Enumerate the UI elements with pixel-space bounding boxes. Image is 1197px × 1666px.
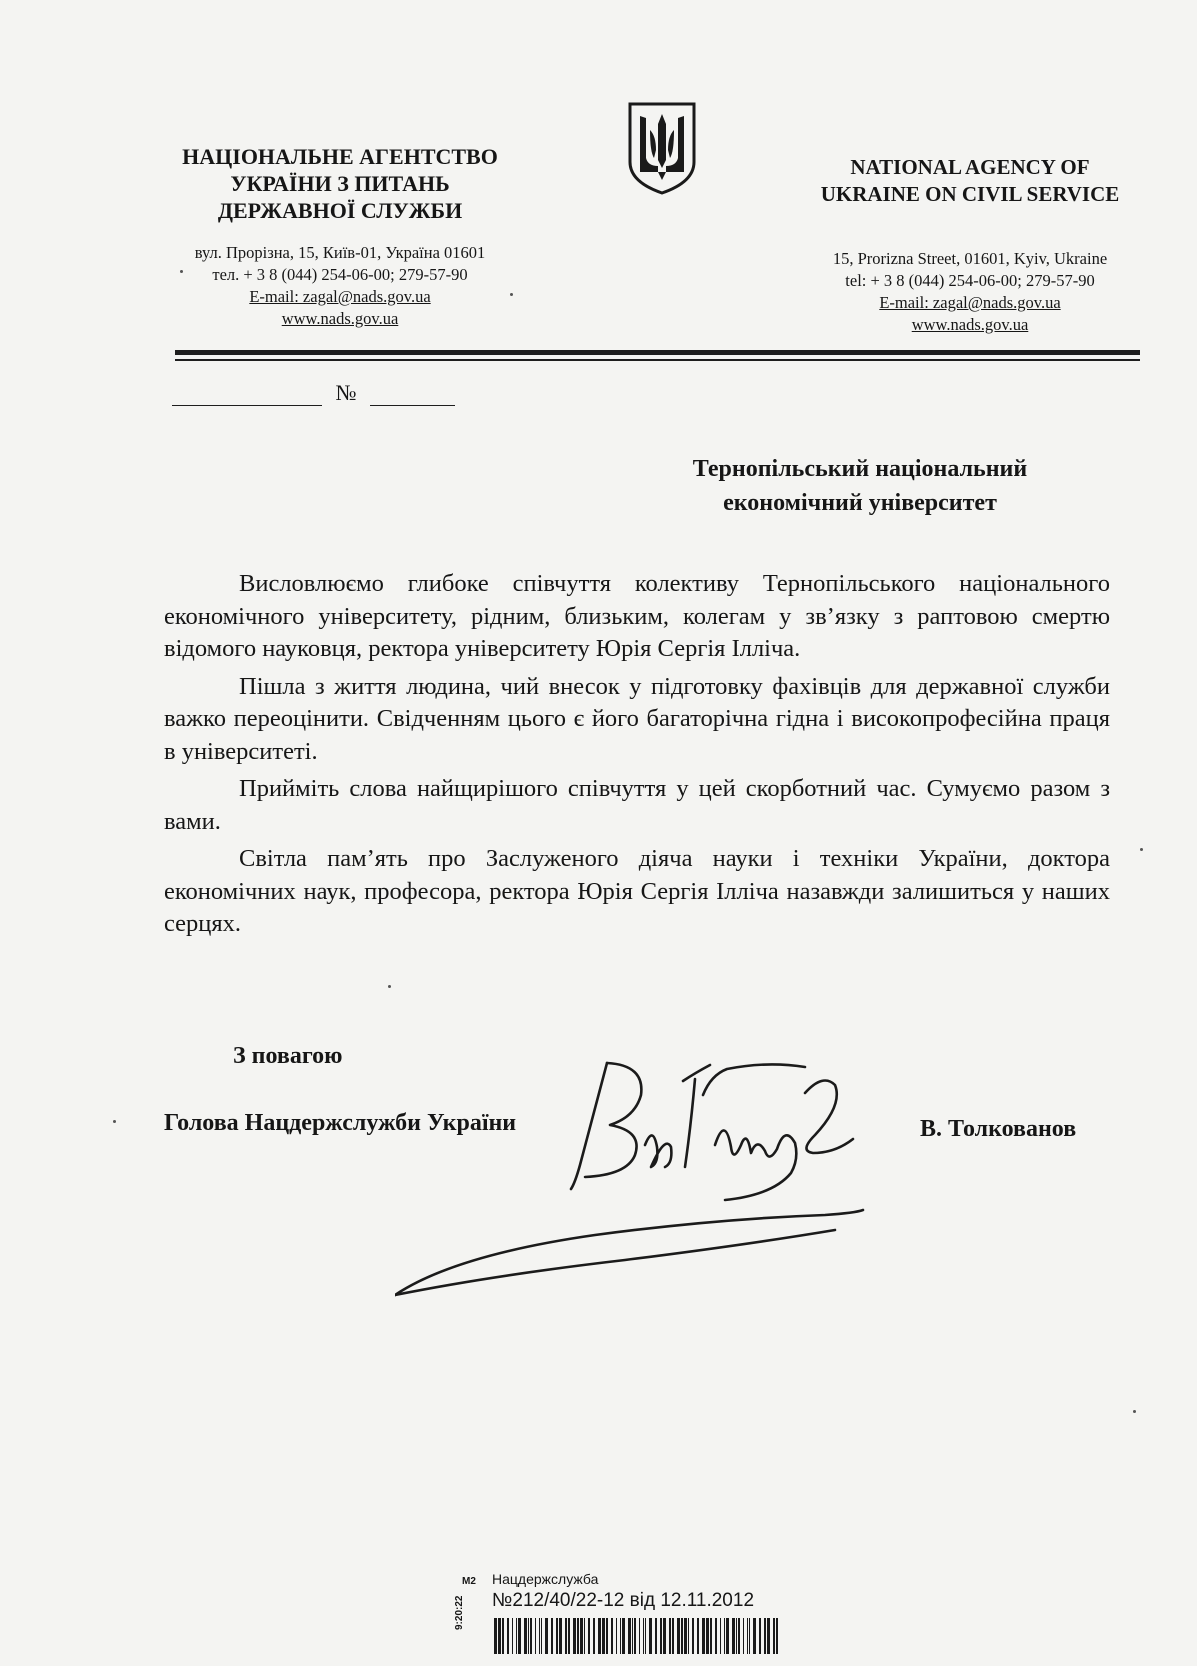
barcode-bar xyxy=(539,1618,540,1654)
stamp-time: 9:20:22 xyxy=(454,1595,465,1630)
org-name-en-line: NATIONAL AGENCY OF xyxy=(850,155,1090,179)
barcode-bar xyxy=(706,1618,709,1654)
barcode-bar xyxy=(692,1618,694,1654)
barcode-bar xyxy=(639,1618,640,1654)
stamp-code: М2 xyxy=(462,1576,476,1587)
barcode-bar xyxy=(518,1618,521,1654)
barcode-bar xyxy=(759,1618,761,1654)
header-divider-thin xyxy=(175,359,1140,361)
barcode-bar xyxy=(573,1618,576,1654)
org-name-ua xyxy=(140,143,540,224)
barcode-bar xyxy=(556,1618,558,1654)
org-name-ua-line: УКРАЇНИ З ПИТАНЬ xyxy=(230,171,450,196)
handwritten-signature xyxy=(395,1055,865,1315)
barcode-bar xyxy=(736,1618,737,1654)
barcode-bar xyxy=(663,1618,666,1654)
closing: З повагою xyxy=(233,1043,343,1069)
barcode-bar xyxy=(738,1618,740,1654)
body-paragraph: Пішла з життя людина, чий внесок у підготовку фахівців для державної служби важко переоцінити. Свідченням цього є його багаторічна гідна і високопрофесійна праця в університеті. xyxy=(164,672,1110,765)
barcode-bar xyxy=(528,1618,529,1654)
recipient-line: Тернопільський національний xyxy=(692,456,1028,482)
barcode-bar xyxy=(660,1618,662,1654)
date-blank xyxy=(172,405,322,406)
letter-body xyxy=(164,568,1110,946)
barcode-bar xyxy=(634,1618,636,1654)
org-name-ua-line: НАЦІОНАЛЬНЕ АГЕНТСТВО xyxy=(182,144,498,169)
number-blank xyxy=(370,405,455,406)
barcode-bar xyxy=(502,1618,504,1654)
barcode-bar xyxy=(732,1618,735,1654)
barcode-bar xyxy=(507,1618,509,1654)
barcode-bar xyxy=(616,1618,617,1654)
barcode-bar xyxy=(588,1618,590,1654)
barcode-bar xyxy=(628,1618,631,1654)
body-paragraph: Світла пам’ять про Заслуженого діяча науки і техніки України, доктора економічних наук, професора, ректора Юрія Сергія Ілліча назавжди залишиться у наших серцях. xyxy=(164,845,1110,937)
barcode-bar xyxy=(593,1618,595,1654)
header-divider xyxy=(175,350,1140,355)
barcode-bar xyxy=(643,1618,644,1654)
street-ua: вул. Прорізна, 15, Київ-01, Україна 01601 xyxy=(194,243,486,262)
barcode-bar xyxy=(764,1618,766,1654)
barcode-bar xyxy=(602,1618,605,1654)
barcode-bar xyxy=(606,1618,608,1654)
barcode-bar xyxy=(498,1618,501,1654)
email-ua: E-mail: zagal@nads.gov.ua xyxy=(249,287,431,306)
signer-name: В. Толкованов xyxy=(920,1116,1077,1142)
barcode-bar xyxy=(672,1618,674,1654)
barcode-bar xyxy=(747,1618,748,1654)
barcode-bar xyxy=(655,1618,657,1654)
phone-ua: тел. + 3 8 (044) 254-06-00; 279-57-90 xyxy=(212,265,468,284)
barcode-bar xyxy=(568,1618,570,1654)
address-en xyxy=(790,248,1150,336)
barcode-bar xyxy=(516,1618,517,1654)
org-name-en-line: UKRAINE ON CIVIL SERVICE xyxy=(820,182,1120,206)
barcode-bar xyxy=(681,1618,683,1654)
org-name-ua-line: ДЕРЖАВНОЇ СЛУЖБИ xyxy=(217,198,463,223)
barcode-bar xyxy=(611,1618,613,1654)
recipient-line: економічний університет xyxy=(723,490,997,516)
barcode-bar xyxy=(530,1618,532,1654)
barcode-bar xyxy=(710,1618,712,1654)
barcode-bar xyxy=(645,1618,646,1654)
website-en: www.nads.gov.ua xyxy=(911,315,1029,334)
number-sign: № xyxy=(335,380,357,405)
barcode-bar xyxy=(697,1618,699,1654)
barcode-bar xyxy=(580,1618,583,1654)
barcode-bar xyxy=(677,1618,680,1654)
barcode-bar xyxy=(724,1618,725,1654)
barcode-bar xyxy=(598,1618,601,1654)
barcode-bar xyxy=(565,1618,567,1654)
barcode-bar xyxy=(702,1618,705,1654)
barcode-bar xyxy=(726,1618,729,1654)
body-paragraph: Прийміть слова найщирішого співчуття у цей скорботний час. Сумуємо разом з вами. xyxy=(164,775,1110,835)
barcode-bar xyxy=(773,1618,775,1654)
barcode-bar xyxy=(559,1618,562,1654)
barcode-icon xyxy=(492,1618,782,1654)
email-en: E-mail: zagal@nads.gov.ua xyxy=(879,293,1061,312)
org-name-en xyxy=(790,154,1150,208)
barcode-bar xyxy=(494,1618,497,1654)
barcode-bar xyxy=(649,1618,652,1654)
stamp-registration: №212/40/22-12 від 12.11.2012 xyxy=(492,1590,755,1611)
barcode-bar xyxy=(743,1618,744,1654)
address-ua xyxy=(140,242,540,330)
barcode-bar xyxy=(512,1618,513,1654)
stamp-org: Нацдержслужба xyxy=(492,1571,599,1587)
barcode-bar xyxy=(767,1618,770,1654)
barcode-bar xyxy=(584,1618,585,1654)
barcode-bar xyxy=(684,1618,687,1654)
barcode-bar xyxy=(720,1618,721,1654)
barcode-bar xyxy=(715,1618,717,1654)
barcode-bar xyxy=(577,1618,579,1654)
barcode-bar xyxy=(669,1618,671,1654)
street-en: 15, Prorizna Street, 01601, Kyiv, Ukraine xyxy=(832,249,1108,268)
website-ua: www.nads.gov.ua xyxy=(281,309,399,328)
barcode-bar xyxy=(551,1618,553,1654)
barcode-bar xyxy=(688,1618,689,1654)
recipient xyxy=(640,452,1080,520)
barcode-bar xyxy=(749,1618,750,1654)
barcode-bar xyxy=(541,1618,542,1654)
barcode-bar xyxy=(535,1618,536,1654)
barcode-bar xyxy=(632,1618,633,1654)
signer-title: Голова Нацдержслужби України xyxy=(164,1110,517,1136)
barcode-bar xyxy=(524,1618,527,1654)
barcode-bar xyxy=(622,1618,625,1654)
barcode-bar xyxy=(545,1618,548,1654)
coat-of-arms-icon xyxy=(626,100,698,196)
document-number-line xyxy=(172,380,455,406)
body-paragraph: Висловлюємо глибоке співчуття колективу Тернопільського національного економічного університету, рідним, близьким, колегам у зв’язку з раптовою смертю відомого науковця, ректора університету Юрія Сергія Ілліча. xyxy=(164,570,1110,662)
barcode-bar xyxy=(776,1618,778,1654)
barcode-bar xyxy=(620,1618,621,1654)
registration-stamp xyxy=(454,1570,792,1660)
barcode-bar xyxy=(753,1618,756,1654)
phone-en: tel: + 3 8 (044) 254-06-00; 279-57-90 xyxy=(845,271,1095,290)
